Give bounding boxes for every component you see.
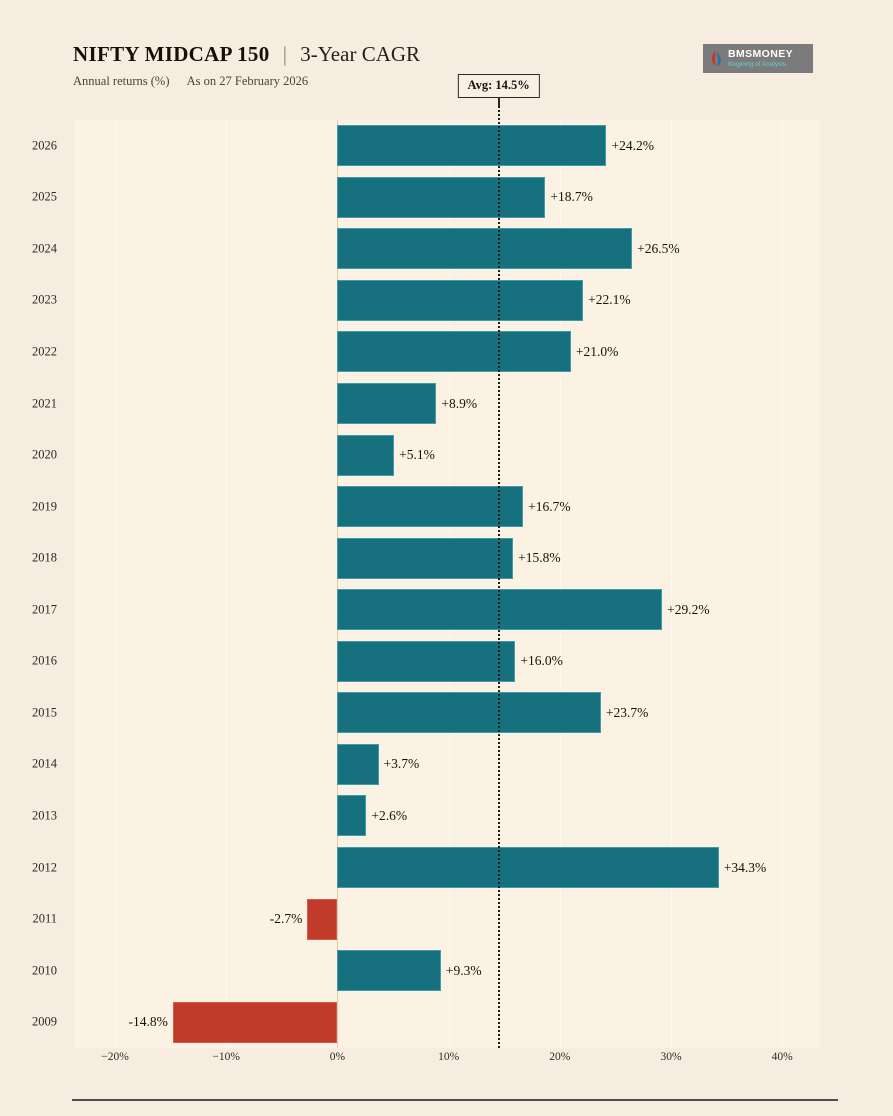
bar-row-2012 [32,842,820,894]
value-label: +8.9% [441,395,478,411]
bar-row-2024 [32,223,820,275]
year-label: 2012 [32,860,57,875]
title-separator: | [282,42,287,66]
bar-2025 [337,177,545,218]
bar-2019 [337,486,523,527]
page-title [73,42,420,67]
value-label: +22.1% [588,292,631,308]
logo-text [728,49,793,68]
bar-2017 [337,589,662,630]
value-label: +23.7% [605,704,649,720]
value-label: +9.3% [445,962,482,978]
year-label: 2024 [32,241,57,256]
bar-2014 [337,744,378,785]
x-tick-label: 30% [660,1051,682,1063]
value-label: +16.7% [528,498,571,514]
bar-row-2016 [32,636,820,688]
x-tick-label: 10% [438,1051,460,1063]
value-label: +34.3% [723,859,767,875]
bar-2011 [307,899,337,940]
chart-subtitle [73,74,308,89]
year-label: 2018 [32,550,57,565]
value-label: +3.7% [383,756,420,772]
bar-row-2026 [32,120,820,172]
value-label: -2.7% [269,911,303,927]
value-label: +21.0% [575,343,619,359]
x-tick-label: −10% [212,1051,241,1063]
bar-row-2023 [32,275,820,327]
bar-row-2020 [32,429,820,481]
value-label: +16.0% [520,653,563,669]
x-tick-label: 40% [771,1051,793,1063]
plot-area [32,120,820,1048]
year-label: 2021 [32,396,57,411]
year-label: 2020 [32,447,57,462]
bar-2024 [337,228,632,269]
x-tick-label: 0% [329,1051,346,1063]
x-tick-label: −20% [101,1051,129,1063]
bar-2021 [337,383,436,424]
bar-row-2015 [32,687,820,739]
logo-tagline: Begining of Analysis [728,60,787,68]
year-label: 2022 [32,344,57,359]
year-label: 2023 [32,292,57,307]
bar-row-2022 [32,326,820,378]
brand-logo [703,44,813,73]
bar-row-2021 [32,378,820,430]
value-label: +29.2% [667,601,710,617]
subtitle-returns-label: Annual returns (%) [73,74,170,88]
bar-row-2014 [32,739,820,791]
value-label: +18.7% [550,189,593,205]
title-index-name: NIFTY MIDCAP 150 [73,42,270,66]
value-label: -14.8% [128,1014,168,1030]
bar-row-2009 [32,996,820,1048]
bar-row-2011 [32,893,820,945]
subtitle-as-on-date: As on 27 February 2026 [186,74,309,88]
bar-row-2017 [32,584,820,636]
bar-2009 [173,1002,338,1043]
value-label: +24.2% [611,137,654,153]
bar-row-2010 [32,945,820,997]
year-label: 2014 [32,756,57,771]
bar-2013 [337,795,366,836]
bar-2026 [337,125,606,166]
flame-icon [709,49,724,68]
logo-name: BMSMONEY [728,48,794,60]
bar-row-2018 [32,532,820,584]
value-label: +15.8% [518,550,561,566]
year-label: 2009 [32,1014,57,1029]
value-label: +26.5% [637,240,680,256]
bar-2020 [337,435,394,476]
average-label: Avg: 14.5% [458,74,540,98]
year-label: 2017 [32,602,57,617]
value-label: +2.6% [371,807,408,823]
year-label: 2025 [32,189,57,204]
x-axis [75,1051,820,1069]
year-label: 2015 [32,705,57,720]
bar-row-2019 [32,481,820,533]
bar-row-2025 [32,172,820,224]
bar-2015 [337,692,601,733]
bar-2012 [337,847,718,888]
bar-row-2013 [32,790,820,842]
bar-2010 [337,950,440,991]
bottom-divider [72,1099,838,1101]
bar-2018 [337,538,513,579]
year-label: 2026 [32,138,57,153]
bar-2016 [337,641,515,682]
bar-2023 [337,280,583,321]
x-tick-label: 20% [549,1051,571,1063]
title-metric: 3-Year CAGR [300,42,421,66]
year-label: 2010 [32,963,57,978]
year-label: 2019 [32,499,57,514]
year-label: 2016 [32,653,57,668]
year-label: 2011 [32,911,57,926]
value-label: +5.1% [399,447,435,463]
bar-2022 [337,331,571,372]
average-dashed-line [498,106,500,1048]
year-label: 2013 [32,808,57,823]
